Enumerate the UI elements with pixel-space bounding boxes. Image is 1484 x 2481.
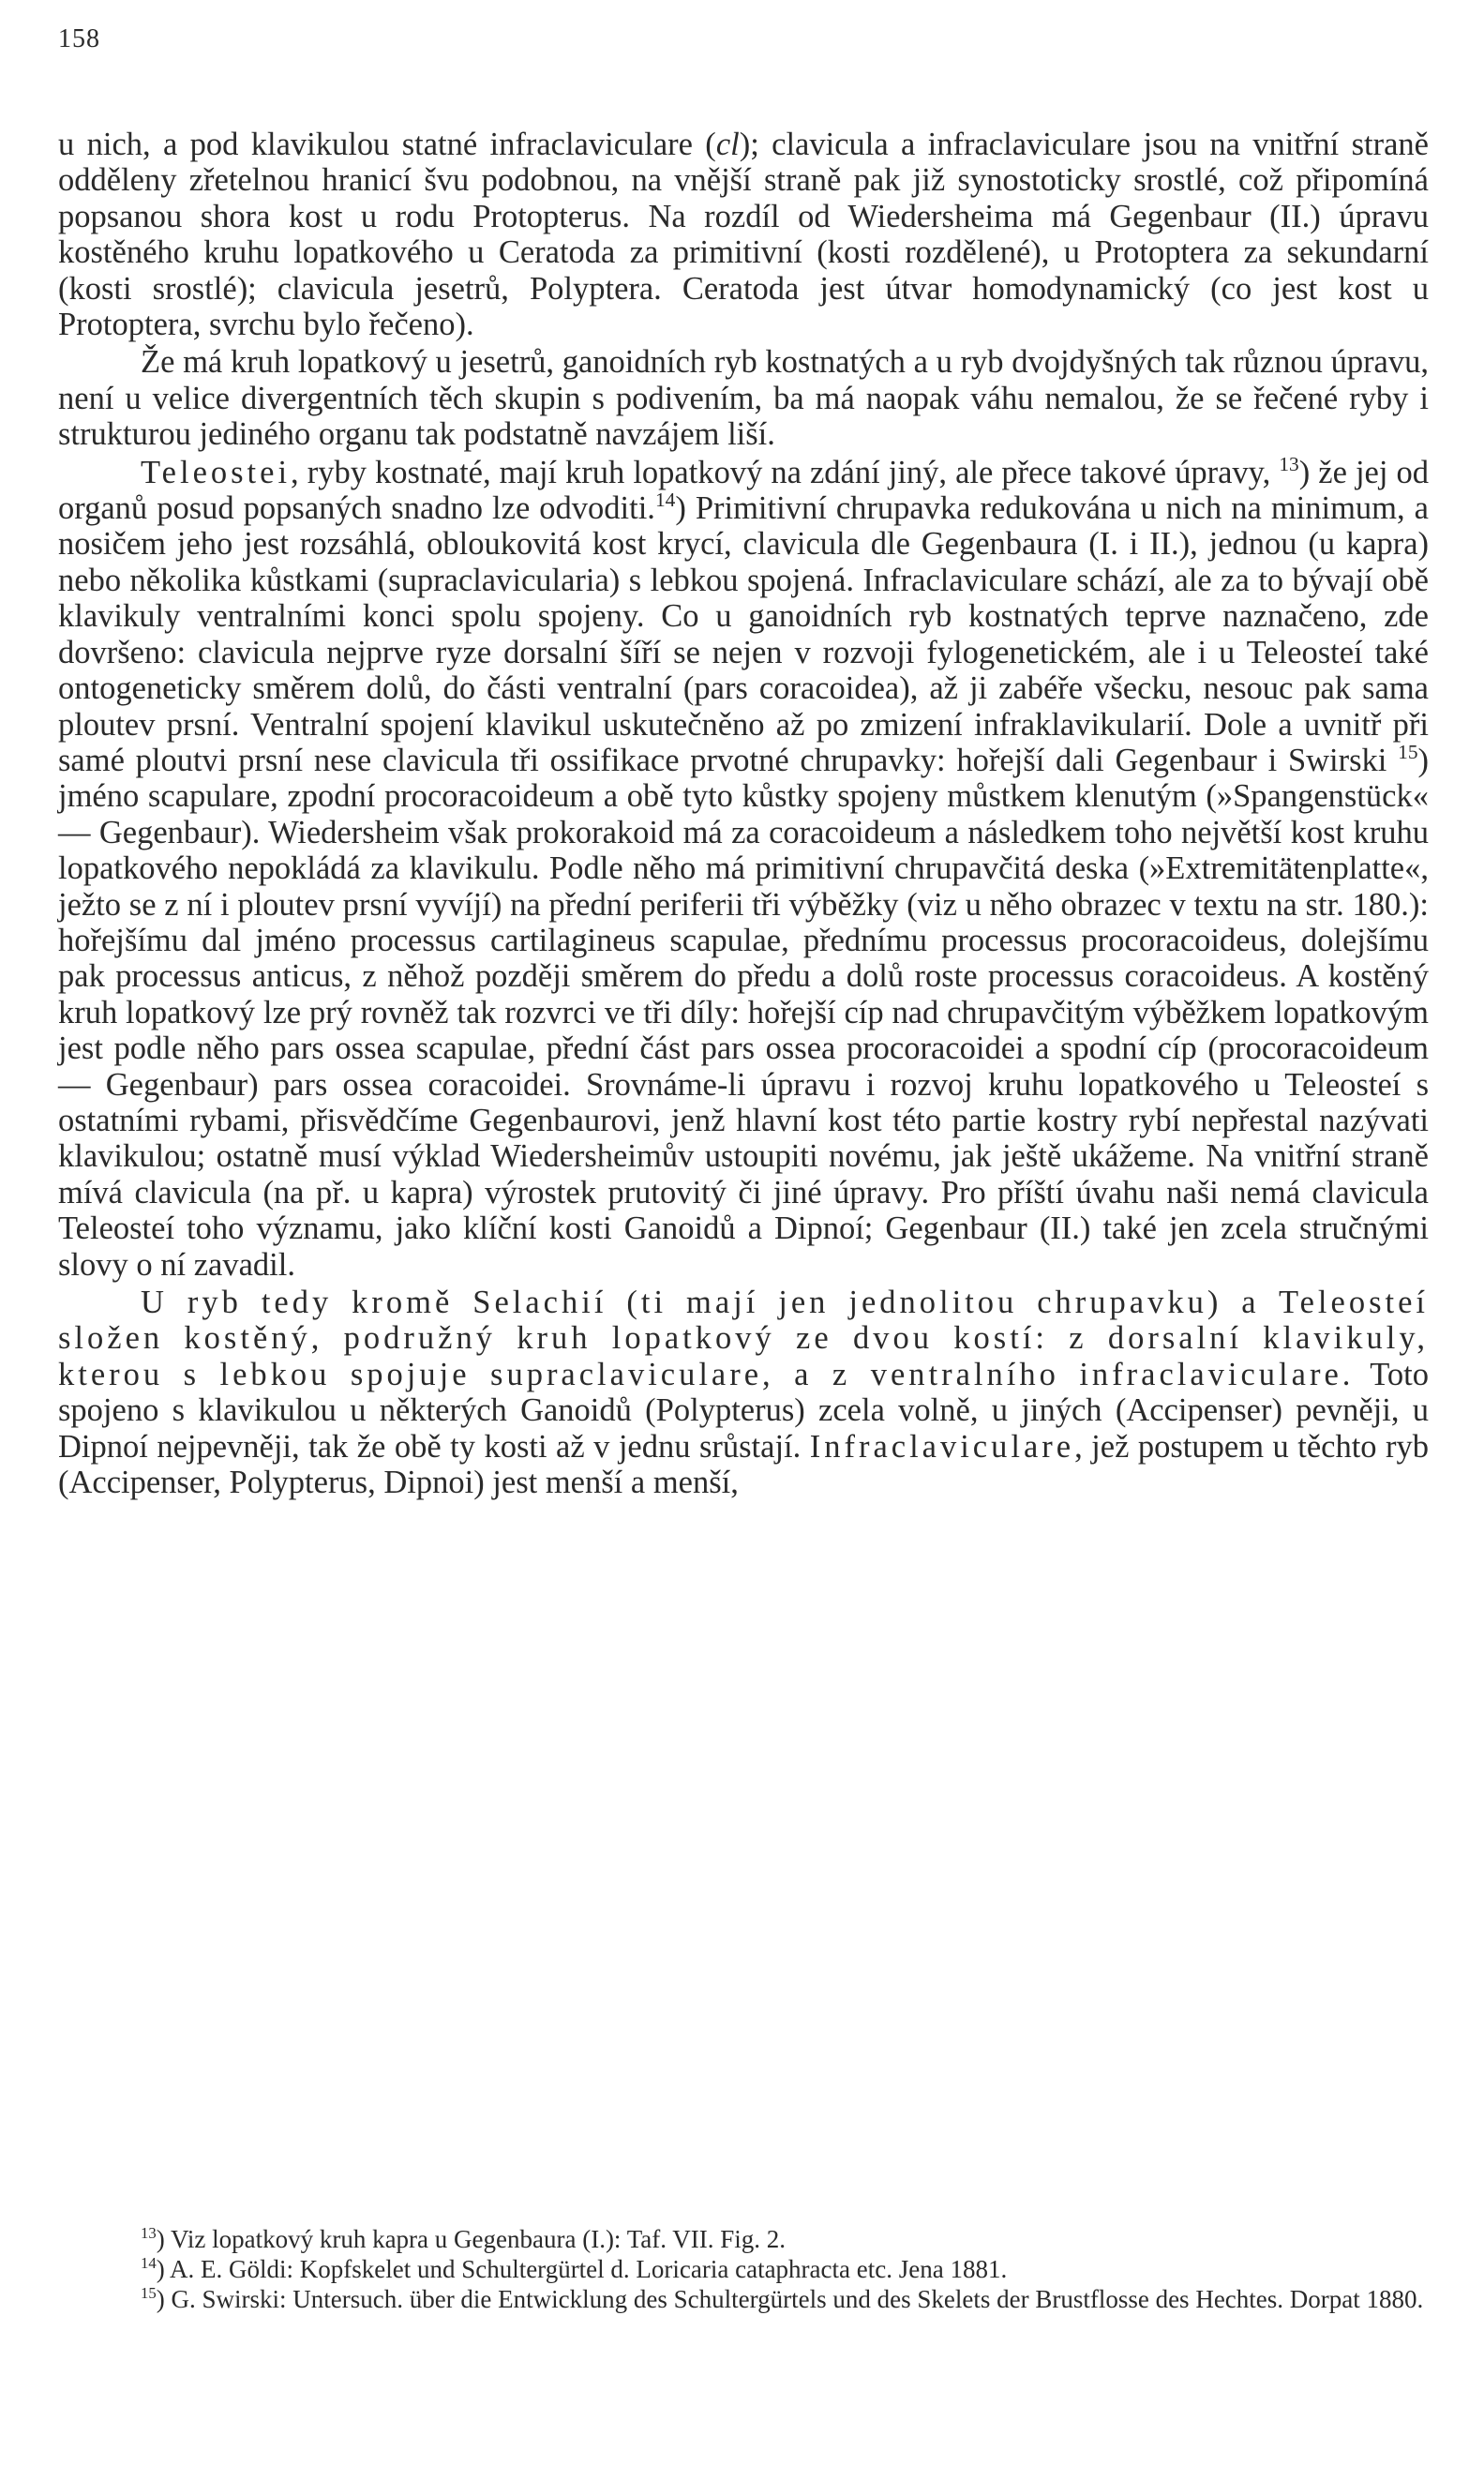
paragraph bbox=[58, 1285, 1429, 1500]
spaced-emphasis: Infraclaviculare bbox=[809, 1428, 1075, 1465]
spaced-emphasis: Teleostei bbox=[141, 454, 292, 490]
text-run: , ryby kostnaté, mají kruh lopatkový na zdání jiný, ale přece takové úpravy, bbox=[291, 454, 1280, 490]
italic-text: cl bbox=[715, 127, 740, 162]
text-run: Toto spojeno s klavikulou u některých Ganoidů (Polypterus) zcela volně, u jiných (Accipenser) pevněji, u Dipnoí nejpevněji, tak že obě ty kosti až v jednu srůstají. bbox=[58, 1356, 1429, 1465]
footnote bbox=[58, 2224, 1429, 2254]
footnote-mark: 13 bbox=[141, 2223, 157, 2242]
page-number: 158 bbox=[58, 24, 100, 53]
footnote bbox=[58, 2284, 1429, 2314]
paragraph bbox=[58, 127, 1429, 342]
footnote-reference: 14 bbox=[654, 489, 676, 512]
footnote-text: ) Viz lopatkový kruh kapra u Gegenbaura (I.): Taf. VII. Fig. 2. bbox=[156, 2225, 787, 2253]
footnote-text: ) A. E. Göldi: Kopfskelet und Schultergürtel d. Loricaria cataphracta etc. Jena 1881. bbox=[156, 2255, 1008, 2283]
footnote-reference: 13 bbox=[1279, 452, 1299, 475]
footnote bbox=[58, 2254, 1429, 2284]
footnote-text: ) G. Swirski: Untersuch. über die Entwicklung des Schultergürtels und des Skelets der Brustflosse des Hechtes. Dorpat 1880. bbox=[156, 2285, 1424, 2313]
footnote-mark: 15 bbox=[141, 2283, 157, 2302]
footnote-reference: 15 bbox=[1398, 741, 1418, 764]
text-run: ) jméno scapulare, zpodní procoracoideum a obě tyto kůstky spojeny můstkem klenutým (»Spangenstück« — Gegenbaur). Wiedersheim však prokorakoid má za coracoideum a následkem toho největší kost kruhu lopatkového nepokládá za klavikulu. Podle něho má primitivní chrupavčitá deska (»Extremitätenplatte«, ježto se z ní i ploutev prsní vyvíjí) na přední periferii tři výběžky (viz u něho obrazec v textu na str. 180.): hořejšímu dal jméno processus cartilagineus scapulae, přednímu processus procoracoideus, dolejšímu pak processus anticus, z něhož později směrem do předu a dolů roste processus coracoideus. A kostěný kruh lopatkový lze prý rovněž tak rozvrci ve tři díly: hořejší cíp nad chrupavčitým výběžkem lopatkovým jest podle něho pars ossea scapulae, přední část pars ossea procoracoidei a spodní cíp (procoracoideum — Gegenbaur) pars ossea coracoidei. Srovnáme-li úpravu i rozvoj kruhu lopatkového u Teleosteí s ostatními rybami, přisvědčíme Gegenbaurovi, jenž hlavní kost této partie kostry rybí nepřestal nazývati klavikulou; ostatně musí výklad Wiedersheimův ustoupiti novému, jak ještě ukážeme. Na vnitřní straně mívá clavicula (na př. u kapra) výrostek prutovitý či jiné úpravy. Pro příští úvahu naši nemá clavicula Teleosteí toho významu, jako klíční kosti Ganoidů a Dipnoí; Gegenbaur (II.) také jen zcela stručnými slovy o ní zavadil. bbox=[58, 742, 1429, 1283]
paragraph bbox=[58, 452, 1429, 1283]
text-run: ); clavicula a infraclaviculare jsou na vnitřní straně odděleny zřetelnou hranicí švu podobnou, na vnější straně pak již synostoticky srostlé, což připomíná popsanou shora kost u rodu Protopterus. Na rozdíl od Wiedersheima má Gegenbaur (II.) úpravu kostěného kruhu lopatkového u Ceratoda za primitivní (kosti rozdělené), u Protoptera za sekundarní (kosti srostlé); clavicula jesetrů, Polyptera. Ceratoda jest útvar homodynamický (co jest kost u Protoptera, svrchu bylo řečeno). bbox=[58, 127, 1429, 343]
text-run: ) Primitivní chrupavka redukována u nich na minimum, a nosičem jeho jest rozsáhlá, obloukovitá kost krycí, clavicula dle Gegenbaura (I. i II.), jednou (u kapra) nebo několika kůstkami (supraclavicularia) s lebkou spojená. Infraclaviculare schází, ale za to bývají obě klavikuly ventralními konci spolu spojeny. Co u ganoidních ryb kostnatých teprve naznačeno, zde dovršeno: clavicula nejprve ryze dorsalní šíří se nejen v rozvoji fylogenetickém, ale i u Teleosteí také ontogeneticky směrem dolů, do části ventralní (pars coracoidea), až ji zabéře všecku, nesouc pak sama ploutev prsní. Ventralní spojení klavikul uskutečněno až po zmizení infraklavikularií. Dole a uvnitř při samé ploutvi prsní nese clavicula tři ossifikace prvotné chrupavky: hořejší dali Gegenbaur i Swirski bbox=[58, 490, 1429, 778]
text-run: u nich, a pod klavikulou statné infraclaviculare ( bbox=[58, 127, 716, 162]
footnote-mark: 14 bbox=[141, 2253, 157, 2272]
paragraph bbox=[58, 344, 1429, 452]
footnotes bbox=[58, 2224, 1429, 2314]
text-run: Že má kruh lopatkový u jesetrů, ganoidních ryb kostnatých a u ryb dvojdyšných tak různou úpravu, není u velice divergentních těch skupin s podivením, ba má naopak váhu nemalou, že se řečené ryby i strukturou jediného organu tak podstatně navzájem liší. bbox=[58, 344, 1429, 453]
text-run: ) že jej od organů posud popsaných snadno lze odvoditi. bbox=[58, 454, 1429, 527]
spaced-emphasis: U ryb tedy kromě Selachií (ti mají jen jednolitou chrupavku) a Teleosteí složen kostěný, podružný kruh lopatkový ze dvou kostí: z dorsalní klavikuly, kterou s lebkou spojuje supraclaviculare, a z ventralního infraclaviculare. bbox=[58, 1285, 1429, 1392]
text-run: , jež postupem u těchto ryb (Accipenser, Polypterus, Dipnoi) jest menší a menší, bbox=[58, 1428, 1429, 1501]
main-text bbox=[58, 127, 1429, 1500]
